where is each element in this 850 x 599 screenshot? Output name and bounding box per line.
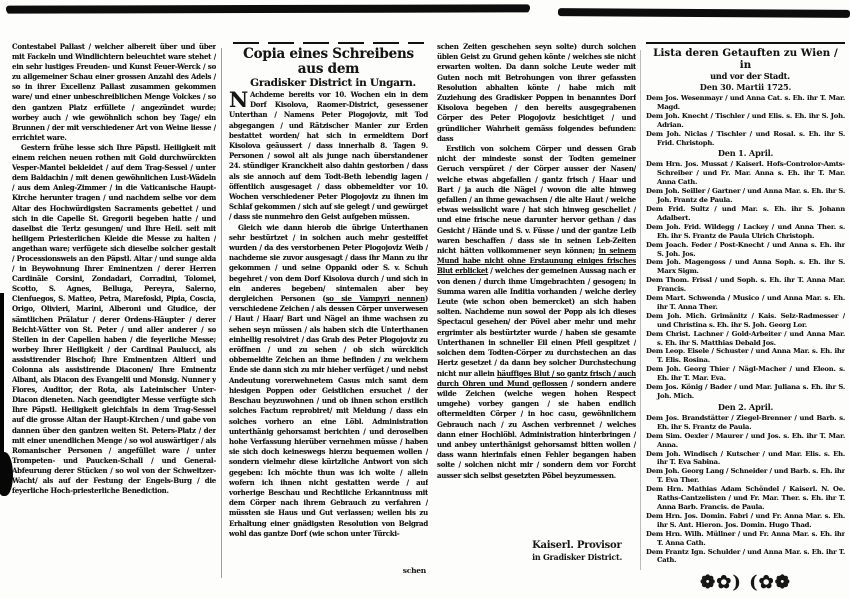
baptism-entry: Dem Mart. Schwenda / Musico / und Anna Mar. s. Eh. ihr T. Anna Ther. (646, 294, 845, 311)
paragraph: Erstlich von solchem Cörper und dessen Grab nicht der mindeste sonst der Todten gemeiner Geruch verspüret / der Cörper ausser der Nasen/ welche etwas abgefallen / gantz frisch / Haar und Bart / ja auch die Nägel / wovon die alte hinweg gefallen / an ihme gewachsen / die alte Haut / welche etwas weisslicht ware / hat sich hinweg geschellet / und eine frische neue darunter hervor gethan / das Gesicht / Hände und S. v. Füsse / und der gantze Leib waren beschaffen / dass sie in seinen Leb-Zeiten nicht hätten vollkommener seyn können; in seinem Mund habe nicht ohne Erstaunung einiges frisches Blut erblicket / welches der gemeinen Aussag nach er von denen / durch ihme Umgebrachten / gesogen; in Summa waren alle Inditia vorhanden / welche derley Leute (wie schon oben bemercket) an sich haben solten. Nachdeme nun sowol der Popp als ich dieses Spectacul gesehen/ der Pövel aber mehr und mehr ergrimter als bestürtzter wurde / haben sie gesamte Unterthanen in schneller Eil einen Pfeil gespitzet / solchen dem Todten-Cörper zu durchstechen an das Hertz gesetzet / da dann bey solcher Durchstechung nicht nur allein häuffiges Blut / so gantz frisch / auch durch Ohren und Mund geflossen / sondern andere wilde Zeichen (welche wegen hohen Respect umgehe) vorbey gangen / sie haben endlich oftermeldten Cörper / in hoc casu, gewöhnlichem Gebrauch nach / zu Aschen verbrennet / welches dann einer Hochlöbl. Administration hinterbringen / und anbey unterthänigst gehorsamst bitten wollen / dass wann hierinfals einen Fehler begangen haben solte / solchen nicht mir / sondern dem vor Forcht ausser sich selbst gesetzten Pöbel beyzumessen. (437, 144, 636, 480)
news-column-text (12, 42, 216, 496)
drop-cap: N (229, 90, 248, 112)
baptism-entry: Dem Joh. Niclas / Tischler / und Rosal. s. Eh. ihr S. Frid. Christoph. (646, 129, 845, 147)
baptism-entry: Dem Joh. Mich. Grimänitz / Kais. Selz-Radmesser / und Christina s. Eh. ihr S. Joh. Georg Lor. (646, 311, 845, 329)
catchword: schen (402, 565, 426, 575)
scan-artifact-binding-bar (0, 293, 4, 471)
paragraph: Contestabel Pallast / welcher albereit über und über mit Fackeln und Windlichtern beleuchtet ware stehet / ein sehr lustiges Freuden- und Kunst Feuer-Werck / so zu allgemeiner Schau einer grossen Anzahl des Adels / so in ihrer Excellenz Pallast zusammen gekommen ware/ und einer unbeschreiblichen Menge Volckes / so den gantzen Platz erfüllete / angezündet wurde; worbey auch / wie gewöhnlich schon bey Tage/ ein Brunnen / der mit verschiedener Art von Weine liesse / errichtet ware. (12, 42, 216, 142)
scan-artifact-top-band-left (6, 4, 530, 12)
paragraph: Gleich wie dann hierob die übrige Unterthanen sehr bestürtzet / in solchen auch mehr gesteiffet wurden / da des verstorbenen Peter Plogojoviz Weib / nachdeme sie zuvor ausgesagt / dass ihr Mann zu ihr gekommen / und seine Oppanki oder S. v. Schuh begehret / von dem Dorf Kisolova durch / und sich in ein anderes begeben/ sintemalen aber bey dergleichen Personen (so sie Vampyri nennen) verschiedene Zeichen / als dessen Cörper unverwesen / Haut / Haar/ Bart und Nägel an ihme wachsen zu sehen seyn müssen / als haben sich die Unterthanen einhellig resolviret / das Grab des Peter Plogojoviz zu eröffnen / und zu sehen / ob sich würcklich obbemeldte Zeichen an ihme befinden / zu welchem Ende sie dann sich zu mir hieher verfüget / und nebst Andeutung vorerwehnetem Casus mich samt dem hiesigen Poppen oder Geistlichen ersuchet / der Beschau beyzuwohnen / und ob ihnen schon erstlich solches Factum reprobiret/ mit Meldung / dass ein solches vorhero an eine Löbl. Administration unterthänig gehorsamst berichten / und deroselben hohe Verfassung hierüber vernehmen müsse / haben sie sich doch keineswegs hierzu bequemen wollen / sondern vielmehr diese kürtzliche Antwort von sich gegeben: Ich möchte thun was ich wolte / allein wofern ich ihnen nicht gestatten werde / auf vorherige Beschau und Rechtliche Erkanntnuss mit dem Cörper nach ihrem Gebrauch zu verfahren / müssten sie Haus und Gut verlassen; weilen bis zu Erhaltung einer gnädigsten Resolution von Belgrad wohl das gantze Dorf (wie schon unter Türcki- (229, 222, 428, 538)
date-heading: Den 30. Martii 1725. (699, 82, 792, 92)
headline-rule (233, 42, 424, 44)
baptism-entry: Dem Joach. Feder / Post-Knecht / und Anna s. Eh. ihr S. Joh. Jos. (646, 240, 845, 258)
copia-article-text (229, 90, 428, 539)
baptism-entry: Dem Joh. Windisch / Kutscher / und Mar. Elis. s. Eh. ihr T. Eva Sabina. (646, 449, 845, 467)
baptism-list-column (646, 42, 845, 594)
baptism-entry: Dem Jos. König / Bader / und Mar. Juliana s. Eh. ihr S. Joh. Mich. (646, 383, 845, 400)
date-heading: Den 2. April. (717, 401, 774, 412)
paragraph: Gestern frühe lesse sich Ihre Päpstl. Heiligkeit mit einem reichen neuen rothen mit Gold durchwürckten Vesper-Mantel bekleidet / auf dem Trag-Sessel / unter dem Baldachin / mit denen gewöhnlichen Lust-Wädeln / aus dem Anleg-Zimmer / in die Vaticanische Haupt-Kirche herunter tragen / und nachdem selbe vor dem Altar des Hochwürdigsten Sacraments gebettet / und sich in die Capelle St. Gregorii begeben hatte / und daselbst die Tertz gesungen/ und Ihre Heil. seit mit heiligem Priesterlichen Kleide die Messe zu halten / angethan ware; verfügete sich dieselbe solcher gestalt / Processionsweis an den Päpstl. Altar / und sunge alda / in Beywohnung Ihrer Eminentzen / derer Herren Cardinäle Corsini, Zondadari, Corradini, Tolomei, Scotto, S. Agnes, Belluga, Pereyra, Salerno, Cienfuegos, S. Matteo, Petra, Marefoski, Pipia, Coscia, Origo, Olivieri, Marini, Alberoni und Giudice, der sämtlichen Prälatur / derer Ordens-Häupter / derer Beicht-Vätter von St. Peter / und aller anderer / so Stellen in der Capellen haben / die feyerliche Messe; worbey Ihrer Heiligkeit / der Cardinal Paulucci, als assistirender Bischof; Ihre Eminentzen Altieri und Colonna als assistirende Diaconen/ Ihre Eminentz Albani, als Diacon des Evangelii und Monsig. Nunner y Flores, Auditor, der Rota, als Lateinischer Unter-Diacon dieneten. Nach geendigter Messe verfügte sich Ihre Päpstl. Heiligkeit gleichfals in dem Trag-Sessel auf die grosse Altan der Haupt-Kirchen / und gabe von dannen über den gantzen weiten St. Peters-Platz / der mit einer unendlichen Menge / so wol auswärtiger / als Romanischer Personen / angefüllet ware / unter Trompeten- und Paucken-Schall / und General-Abfeurung derer Stücken / so wol von der Schweitzer-Wacht/ als auf der Festung der Engels-Burg / die feyerliche Hoch-priesterliche Benediction. (12, 142, 216, 496)
list-title-line2: und vor der Stadt. (710, 71, 790, 81)
baptism-entry: Dem Frantz Ign. Schulder / und Anna Mar. s. Eh. ihr T. Cath. (646, 547, 845, 565)
copia-article-column (229, 42, 428, 594)
baptism-entry: Dem Hrn. Jos. Mussat / Kaiserl. Hofs-Controlor-Amts-Schreiber / und Fr. Mar. Anna s. Eh. ihr T. Mar. Anna Cath. (646, 160, 845, 187)
baptism-entry: Dem Christ. Lachner / Gold-Arbeiter / und Anna Mar. s. Eh. ihr S. Matthias Debald Jos. (646, 329, 845, 347)
baptism-entry: Dem Jos. Wesenmayr / und Anna Cat. s. Eh. ihr T. Mar. Magd. (646, 94, 845, 111)
printer-ornament: ❁✿) (✿❁ (700, 572, 791, 594)
baptism-entry: Dem Hrn. Mathias Adam Schöndel / Kaiserl. N. Oe. Raths-Cantzelisten / und Fr. Mar. Ther. s. Eh. ihr T. Anna Barb. Francis. de Paula. (646, 485, 845, 511)
baptism-entry: Dem Joh. Magengoss / und Anna Soph. s. Eh. ihr S. Marx Sigm. (646, 258, 845, 276)
date-heading: Den 1. April. (717, 148, 774, 159)
baptism-entry: Dem Joh. Seiller / Gartner / und Anna Mar. s. Eh. ihr S. Joh. Frantz de Paula. (646, 187, 845, 205)
signature-title: Kaiserl. Provisor (532, 540, 622, 551)
article-title-line2: Gradisker District in Ungarn. (250, 77, 416, 89)
baptism-entry: Dem Joh. Georg Lang / Schneider / und Barb. s. Eh. ihr T. Eva Ther. (646, 467, 845, 485)
list-top-rule (646, 42, 845, 44)
signature-block (532, 540, 622, 562)
baptism-sections (646, 81, 845, 565)
paragraph: N Achdeme bereits vor 10. Wochen ein in dem Dorf Kisolova, Raomer-District, gesessener Unterthan / Namens Peter Plogojoviz, mit Tod abgegangen / und Rätzischer Manier zur Erden bestattet worden/ hat sich in ermeldtem Dorf Kisolova geäussert / dass innerhalb 8. Tagen 9. Personen / sowol alt als junge nach überstandener 24. stündiger Kranckheit also dahin gestorben / dass als sie annoch auf dem Todt-Beth lebendig lagen / öffentlich ausgesaget / dass obbemeldter vor 10. Wochen verschiedener Peter Plogojoviz zu ihnen im Schlaf gekommen / sich auf sie gelegt / und gewürget / dass sie nunmehro den Geist aufgeben müssen. (229, 90, 428, 222)
scan-artifact-top-band-right (558, 8, 850, 18)
article-title-line1: Copia eines Schreibens aus dem (243, 46, 414, 77)
column-divider-rule (221, 48, 222, 578)
baptism-entry: Dem Leop. Eisele / Schuster / und Anna Mar. s. Eh. ihr T. Elis. Rosina. (646, 347, 845, 365)
baptism-entry: Dem Jos. Brandstätter / Ziegel-Brenner / und Barb. s. Eh. ihr S. Frantz de Paula. (646, 413, 845, 431)
baptism-entry: Dem Frid. Sultz / und Mar. s. Eh. ihr S. Johann Adalbert. (646, 204, 845, 222)
baptism-entry: Dem Hrn. Wilh. Müllner / und Fr. Anna Mar. s. Eh. ihr T. Anna Cath. (646, 529, 845, 547)
baptism-entry: Dem Sim. Oexler / Maurer / und Jos. s. Eh. ihr T. Mar. Anna. (646, 431, 845, 449)
report-column-text (437, 42, 636, 481)
baptism-entry: Dem Hrn. Jos. Domin. Fabri / und Fr. Anna Mar. s. Eh. ihr S. Ant. Hieron. Jos. Domin. Hugo Thad. (646, 511, 845, 529)
news-column (12, 42, 216, 590)
baptism-entry: Dem Joh. Frid. Wildegg / Lackey / und Anna Ther. s. Eh. ihr S. Frantz de Paula Ulrich Christoph. (646, 222, 845, 240)
signature-place: in Gradisker District. (532, 552, 622, 562)
paragraph: schen Zeiten geschehen seyn solte) durch solchen üblen Geist zu Grund gehen könte / welches sie nicht erwarten wolten. Da dann solche Leute weder mit Guten noch mit Betrohungen von ihrer gefassten Resolution abhalten könte / habe mich mit Zuziehung des Gradisker Poppen in benanntes Dorf Kisolova begeben / den bereits ausgegrabenen Cörper des Peter Plogojoviz besichtiget / und gründlicher Wahrheit gemäss folgendes befunden: dass (437, 42, 636, 143)
column-divider-rule (640, 50, 641, 570)
list-title-line1: Lista deren Getauften zu Wien / in (653, 47, 838, 71)
baptism-entry: Dem Thom. Frissl / und Soph. s. Eh. ihr T. Anna Mar. Francis. (646, 276, 845, 294)
report-continuation-column (437, 42, 636, 594)
baptism-entry: Dem Joh. Georg Thier / Nägl-Macher / und Eleon. s. Eh. ihr T. Mar. Eva. (646, 365, 845, 383)
baptism-entry: Dem Joh. Knecht / Tischler / und Elis. s. Eh. ihr S. Joh. Adrian. (646, 111, 845, 129)
